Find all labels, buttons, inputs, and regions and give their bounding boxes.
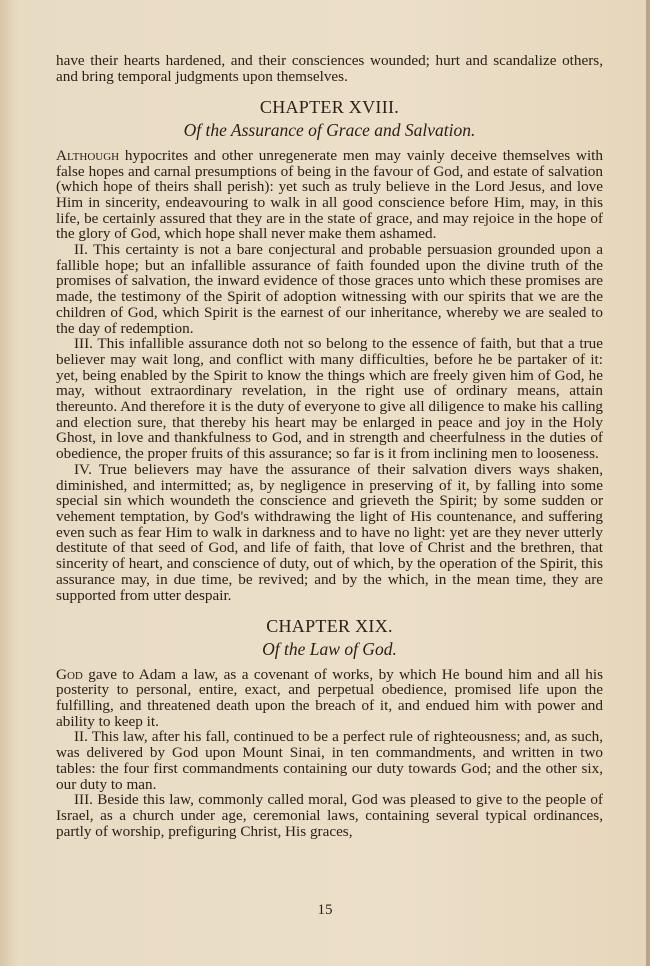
chapter-18-paragraph-1 <box>56 148 603 242</box>
chapter-19-title: CHAPTER XIX. <box>266 616 393 637</box>
chapter-18-paragraph-2: II. This certainty is not a bare conjectural and probable persuasion grounded upon a fallible hope; but an infallible assurance of faith founded upon the divine truth of the promises of salvation, the inward evidence of those graces unto which these promises are made, the testimony of the Spirit of adoption witnessing with our spirits that we are the children of God, which Spirit is the earnest of our inheritance, whereby we are sealed to the day of redemption. <box>56 241 603 337</box>
chapter-18-paragraph-3: III. This infallible assurance doth not so belong to the essence of faith, but that a true believer may wait long, and conflict with many difficulties, before he be partaker of it: yet, being enabled by the Spirit to know the things which are freely given him of God, he may, without extraordinary revelation, in the right use of ordinary means, attain thereunto. And therefore it is the duty of everyone to give all diligence to make his calling and election sure, that thereby his heart may be enlarged in peace and joy in the Holy Ghost, in love and thankfulness to God, and in strength and cheerfulness in the duties of obedience, the proper fruits of this assurance; so far is it from inclining men to looseness. <box>56 335 604 463</box>
chapter-18-subtitle: Of the Assurance of Grace and Salvation. <box>183 120 476 141</box>
text-column <box>56 53 603 839</box>
chapter-18-title: CHAPTER XVIII. <box>259 97 400 118</box>
chapter-19-paragraph-1-text: gave to Adam a law, as a covenant of works, by which He bound him and all his posterity to personal, entire, exact, and perpetual obedience, promised life upon the fulfilling, and threatened death upon the breach of it, and endued him with power and ability to keep it. <box>56 665 603 730</box>
chapter-19-subtitle: Of the Law of God. <box>262 638 397 659</box>
chapter-19-paragraph-1 <box>56 667 603 730</box>
chapter-19-paragraph-2: II. This law, after his fall, continued to be a perfect rule of righteousness; and, as such, was delivered by God upon Mount Sinai, in ten commandments, and written in two tables: the four first commandments containing our duty towards God; and the other six, our duty to man. <box>56 728 603 793</box>
page-number: 15 <box>317 902 333 918</box>
chapter-18-paragraph-4: IV. True believers may have the assurance of their salvation divers ways shaken, diminished, and intermitted; as, by negligence in preserving of it, by falling into some special sin which woundeth the conscience and grieveth the Spirit; by some sudden or vehement temptation, by God's withdrawing the light of His countenance, and suffering even such as fear Him to walk in darkness and to have no light: yet are they never utterly destitute of that seed of God, and life of faith, that love of Christ and the brethren, that sincerity of heart, and conscience of duty, out of which, by the operation of the Spirit, this assurance may, in due time, be revived; and by the which, in the mean time, they are supported from utter despair. <box>56 460 603 604</box>
chapter-19-paragraph-3: III. Beside this law, commonly called moral, God was pleased to give to the people of Israel, as a church under age, ceremonial laws, containing several typical ordinances, partly of worship, prefiguring Christ, His graces, <box>56 791 603 840</box>
chapter-19-lead-word: God <box>56 665 83 683</box>
page-edge-shadow <box>646 0 650 966</box>
chapter-18-lead-word: Although <box>56 146 120 164</box>
intro-paragraph: have their hearts hardened, and their consciences wounded; hurt and scandalize others, and bring temporal judgments upon themselves. <box>56 52 603 85</box>
chapter-18-paragraph-1-text: hypocrites and other unregenerate men may vainly deceive themselves with false hopes and carnal presumptions of being in the favour of God, and estate of salvation (which hope of theirs shall perish): yet such as truly believe in the Lord Jesus, and love Him in sincerity, endeavouring to walk in all good conscience before Him, may, in this life, be certainly assured that they are in the state of grace, and may rejoice in the hope of the glory of God, which hope shall never make them ashamed. <box>56 146 603 243</box>
